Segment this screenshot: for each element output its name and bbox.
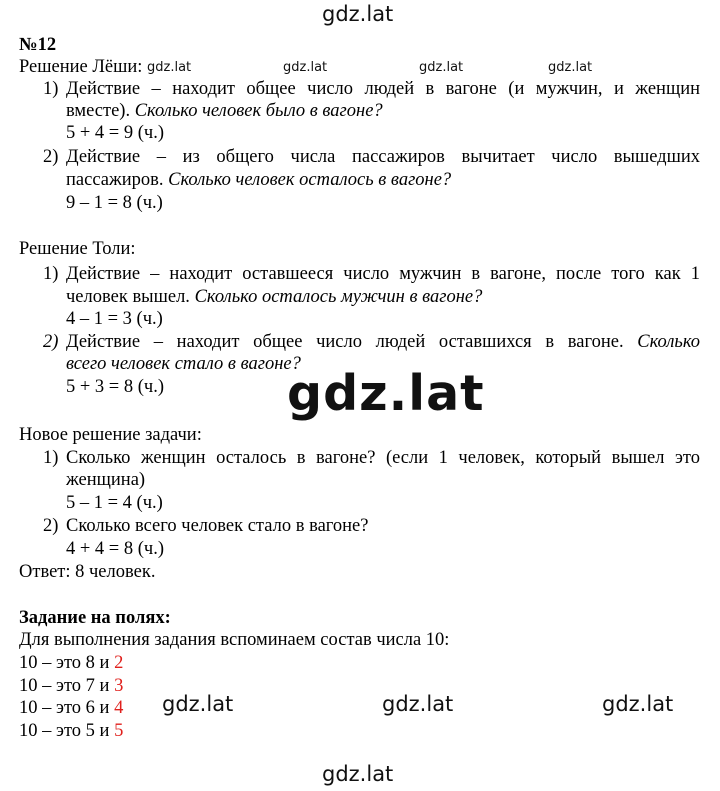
lesha-step-1-question: Сколько человек было в вагоне? (134, 101, 383, 121)
new-step-1-calc: 5 – 1 = 4 (ч.) (66, 493, 163, 513)
tolya-step-2-text: Действие – находит общее число людей оставшихся в вагоне. (66, 332, 624, 352)
watermark-inline: gdz.lat (419, 60, 464, 75)
task-number: №12 (19, 35, 57, 55)
row-text: 10 – это 6 и (19, 698, 110, 718)
row-text: 10 – это 5 и (19, 721, 110, 741)
lesha-step-2-line2: пассажиров. (66, 170, 164, 190)
lesha-step-2-line: Действие – из общего числа пассажиров вычитает число вышедших (66, 147, 700, 167)
watermark-row: gdz.lat (602, 692, 674, 716)
new-solution-heading: Новое решение задачи: (19, 425, 202, 445)
margin-task-heading: Задание на полях: (19, 608, 171, 628)
lesha-step-1-number: 1) (43, 79, 59, 99)
number-10-row (19, 652, 123, 674)
tolya-step-1-calc: 4 – 1 = 3 (ч.) (66, 309, 163, 329)
tolya-step-1-question: Сколько осталось мужчин в вагоне? (194, 287, 483, 307)
row-number: 2 (114, 653, 124, 673)
lesha-step-2-number: 2) (43, 147, 59, 167)
row-text: 10 – это 7 и (19, 676, 110, 696)
watermark-inline: gdz.lat (548, 60, 593, 75)
new-step-1-line2: женщина) (66, 470, 146, 490)
lesha-step-1-line: Действие – находит общее число людей в вагоне (и мужчин, и женщин (66, 79, 700, 99)
number-10-row (19, 720, 123, 742)
margin-task-intro: Для выполнения задания вспоминаем состав числа 10: (19, 630, 450, 650)
row-number: 4 (114, 698, 124, 718)
lesha-heading: Решение Лёши: (19, 57, 143, 77)
tolya-step-2-question-end: всего человек стало в вагоне? (66, 354, 301, 374)
tolya-step-2-line (66, 331, 700, 353)
new-step-2-line: Сколько всего человек стало в вагоне? (66, 516, 369, 536)
answer: Ответ: 8 человек. (19, 562, 156, 582)
watermark-top: gdz.lat (322, 2, 394, 26)
tolya-step-1-line: Действие – находит оставшееся число мужчин в вагоне, после того как 1 (66, 264, 700, 284)
tolya-step-2-question-start: Сколько (637, 332, 701, 352)
watermark-center: gdz.lat (287, 365, 485, 422)
tolya-step-1-cont (66, 286, 482, 308)
lesha-step-1-cont (66, 100, 383, 122)
row-number: 3 (114, 676, 124, 696)
tolya-step-2-calc: 5 + 3 = 8 (ч.) (66, 377, 164, 397)
tolya-step-1-number: 1) (43, 264, 59, 284)
number-10-row (19, 697, 123, 719)
lesha-step-2-calc: 9 – 1 = 8 (ч.) (66, 193, 163, 213)
lesha-step-2-cont (66, 169, 451, 191)
watermark-inline: gdz.lat (147, 60, 192, 75)
lesha-step-2-question: Сколько человек осталось в вагоне? (168, 170, 452, 190)
number-10-row (19, 675, 123, 697)
row-number: 5 (114, 721, 124, 741)
lesha-step-1-calc: 5 + 4 = 9 (ч.) (66, 123, 164, 143)
watermark-inline: gdz.lat (283, 60, 328, 75)
lesha-step-1-line2: вместе). (66, 101, 131, 121)
watermark-bottom: gdz.lat (322, 762, 394, 786)
new-step-2-calc: 4 + 4 = 8 (ч.) (66, 539, 164, 559)
new-step-2-number: 2) (43, 516, 59, 536)
new-step-1-line: Сколько женщин осталось в вагоне? (если 1 человек, который вышел это (66, 448, 700, 468)
tolya-step-1-line2: человек вышел. (66, 287, 190, 307)
row-text: 10 – это 8 и (19, 653, 110, 673)
watermark-row: gdz.lat (162, 692, 234, 716)
tolya-step-2-number: 2) (43, 332, 59, 352)
new-step-1-number: 1) (43, 448, 59, 468)
tolya-heading: Решение Толи: (19, 239, 136, 259)
watermark-row: gdz.lat (382, 692, 454, 716)
